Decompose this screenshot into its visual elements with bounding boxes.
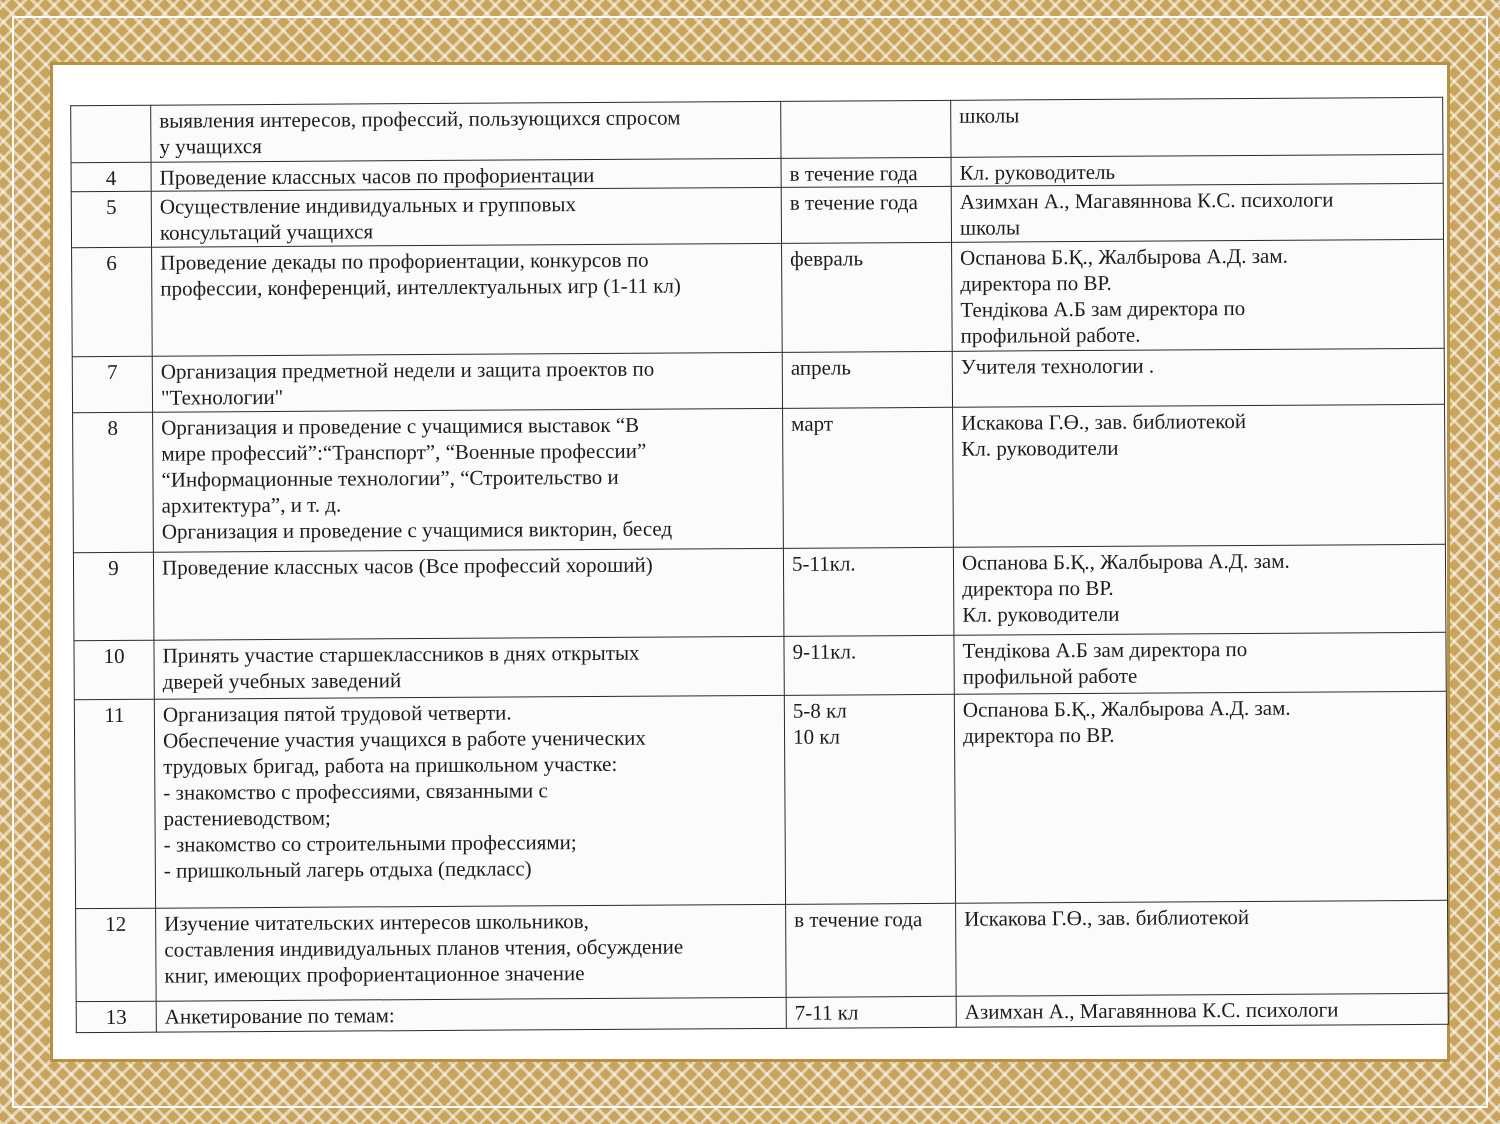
responsible-cell-line: директора по ВР.: [962, 576, 1114, 601]
row-number: [71, 105, 151, 162]
responsible-cell: [956, 900, 1449, 997]
event-cell: [152, 352, 782, 412]
event-cell-line: Организация и проведение с учащимися выставок “В: [161, 412, 640, 440]
event-cell-line: Проведение классных часов (Все профессий хороший): [161, 552, 653, 580]
event-cell-line: Проведение классных часов по профориентации: [159, 162, 595, 190]
row-number: 8: [73, 412, 154, 553]
table-row: [71, 97, 1443, 162]
event-cell-line: растениеводством;: [163, 805, 331, 831]
responsible-cell: [951, 154, 1443, 186]
event-cell-line: - знакомство с профессиями, связанными с: [163, 777, 548, 805]
date-cell: [781, 187, 951, 244]
event-cell-line: - пришкольный лагерь отдыха (педкласс): [163, 855, 532, 883]
event-cell: [154, 695, 785, 908]
date-cell: [781, 157, 951, 188]
event-cell: [154, 636, 784, 699]
event-cell-line: у учащихся: [159, 134, 262, 159]
event-cell-line: дверей учебных заведений: [162, 667, 402, 694]
row-number: 7: [72, 356, 152, 412]
table-row: [73, 544, 1446, 640]
date-cell-line: в течение года: [794, 906, 923, 932]
responsible-cell-line: Кл. руководитель: [959, 159, 1116, 185]
date-cell: [782, 243, 953, 353]
responsible-cell: [954, 691, 1447, 903]
responsible-cell-line: Кл. руководители: [961, 435, 1119, 461]
responsible-cell-line: школы: [959, 215, 1021, 241]
event-cell: [151, 158, 781, 191]
row-number: 6: [72, 247, 153, 356]
event-cell: [151, 101, 781, 162]
event-cell-line: мире профессий”:“Транспорт”, “Военные профессии”: [161, 438, 647, 466]
event-cell-line: трудовых бригад, работа на пришкольном участке:: [163, 751, 618, 779]
table-body: [71, 97, 1449, 1032]
event-cell-line: Организация пятой трудовой четверти.: [162, 700, 512, 727]
event-cell-line: Осуществление индивидуальных и групповых: [159, 192, 577, 220]
responsible-cell-line: Азимхан А., Магавяннова К.С. психологи: [959, 187, 1334, 215]
table-row: [74, 632, 1446, 699]
date-cell-line: 5-11кл.: [791, 551, 856, 576]
table-row: [72, 240, 1445, 357]
event-cell-line: выявления интересов, профессий, пользующихся спросом: [159, 105, 681, 133]
event-cell: [152, 244, 783, 357]
row-number: 12: [76, 908, 157, 1002]
career-guidance-plan-table: [70, 97, 1449, 1033]
event-cell-line: составления индивидуальных планов чтения, обсуждение: [164, 934, 684, 962]
date-cell: [781, 100, 951, 158]
table-row: [71, 184, 1443, 248]
date-cell-line: апрель: [790, 355, 852, 380]
responsible-cell-line: Тендікова А.Б зам директора по: [962, 636, 1248, 663]
table-row: [72, 348, 1444, 412]
date-cell-line: 5-8 кл: [792, 697, 847, 723]
event-cell: [156, 998, 786, 1032]
date-cell: [783, 407, 954, 548]
responsible-cell-line: Кл. руководители: [962, 601, 1120, 627]
responsible-cell-line: Искакова Г.Ө., зав. библиотекой: [961, 408, 1247, 435]
responsible-cell: [952, 240, 1445, 352]
responsible-cell: [953, 404, 1446, 547]
event-cell-line: Обеспечение участия учащихся в работе ученических: [162, 725, 646, 753]
date-cell: [784, 694, 955, 904]
event-cell: [153, 408, 784, 552]
row-number: 4: [71, 162, 151, 192]
date-cell-line: в течение года: [789, 190, 918, 216]
responsible-cell-line: профильной работе: [962, 663, 1138, 689]
date-cell: [782, 351, 952, 408]
date-cell: [783, 547, 954, 635]
event-cell-line: книг, имеющих профориентационное значение: [164, 960, 585, 988]
event-cell-line: Анкетирование по темам:: [164, 1003, 395, 1030]
date-cell-line: февраль: [790, 246, 864, 272]
responsible-cell-line: директора по ВР.: [960, 271, 1112, 297]
event-cell-line: “Информационные технологии”, “Строительство и: [161, 464, 619, 492]
responsible-cell-line: Оспанова Б.Қ., Жалбырова А.Д. зам.: [962, 695, 1291, 722]
responsible-cell-line: профильной работе.: [960, 322, 1141, 349]
row-number: 5: [71, 192, 151, 248]
responsible-cell-line: Оспанова Б.Қ., Жалбырова А.Д. зам.: [961, 548, 1290, 575]
date-cell: [786, 903, 957, 998]
responsible-cell-line: Оспанова Б.Қ., Жалбырова А.Д. зам.: [960, 244, 1288, 271]
date-cell-line: 7-11 кл: [794, 1000, 859, 1026]
row-number: 9: [73, 552, 154, 640]
event-cell-line: "Технологии": [160, 384, 284, 410]
document-page: [70, 97, 1448, 1033]
date-cell-line: 9-11кл.: [792, 638, 857, 664]
date-cell: [786, 997, 956, 1029]
row-number: 10: [74, 640, 154, 699]
responsible-cell: [954, 632, 1446, 694]
table-row: [73, 404, 1446, 553]
responsible-cell: [956, 994, 1448, 1028]
responsible-cell: [951, 184, 1443, 243]
responsible-cell: [951, 97, 1443, 157]
event-cell: [153, 549, 784, 640]
responsible-cell-line: Азимхан А., Магавяннова К.С. психологи: [964, 997, 1339, 1025]
row-number: 13: [76, 1002, 156, 1033]
responsible-cell: [953, 544, 1446, 634]
event-cell-line: консультаций учащихся: [159, 219, 374, 246]
table-row: [74, 691, 1447, 909]
date-cell-line: 10 кл: [792, 724, 841, 749]
responsible-cell-line: Тендікова А.Б зам директора по: [960, 296, 1246, 323]
date-cell-line: март: [791, 411, 834, 436]
event-cell-line: - знакомство со строительными профессиями;: [163, 829, 577, 857]
frame-inner-panel: [50, 62, 1450, 1062]
event-cell-line: Организация предметной недели и защита проектов по: [160, 356, 655, 384]
responsible-cell-line: Учителя технологии .: [960, 353, 1155, 379]
event-cell: [151, 188, 781, 248]
event-cell: [156, 904, 787, 1001]
event-cell-line: Изучение читательских интересов школьников,: [164, 908, 589, 936]
responsible-cell-line: школы: [959, 103, 1020, 128]
event-cell-line: архитектура”, и т. д.: [161, 492, 342, 518]
date-cell: [784, 635, 954, 695]
responsible-cell: [952, 348, 1444, 407]
row-number: 11: [74, 699, 155, 909]
responsible-cell-line: директора по ВР.: [962, 722, 1115, 748]
event-cell-line: профессии, конференций, интеллектуальных игр (1-11 кл): [160, 273, 681, 301]
event-cell-line: Организация и проведение с учащимися викторин, бесед: [161, 516, 673, 544]
event-cell-line: Принять участие старшеклассников в днях открытых: [162, 640, 640, 668]
table-row: [76, 900, 1449, 1002]
responsible-cell-line: Искакова Г.Ө., зав. библиотекой: [964, 904, 1250, 931]
date-cell-line: в течение года: [789, 160, 918, 186]
event-cell-line: Проведение декады по профориентации, конкурсов по: [160, 247, 649, 275]
